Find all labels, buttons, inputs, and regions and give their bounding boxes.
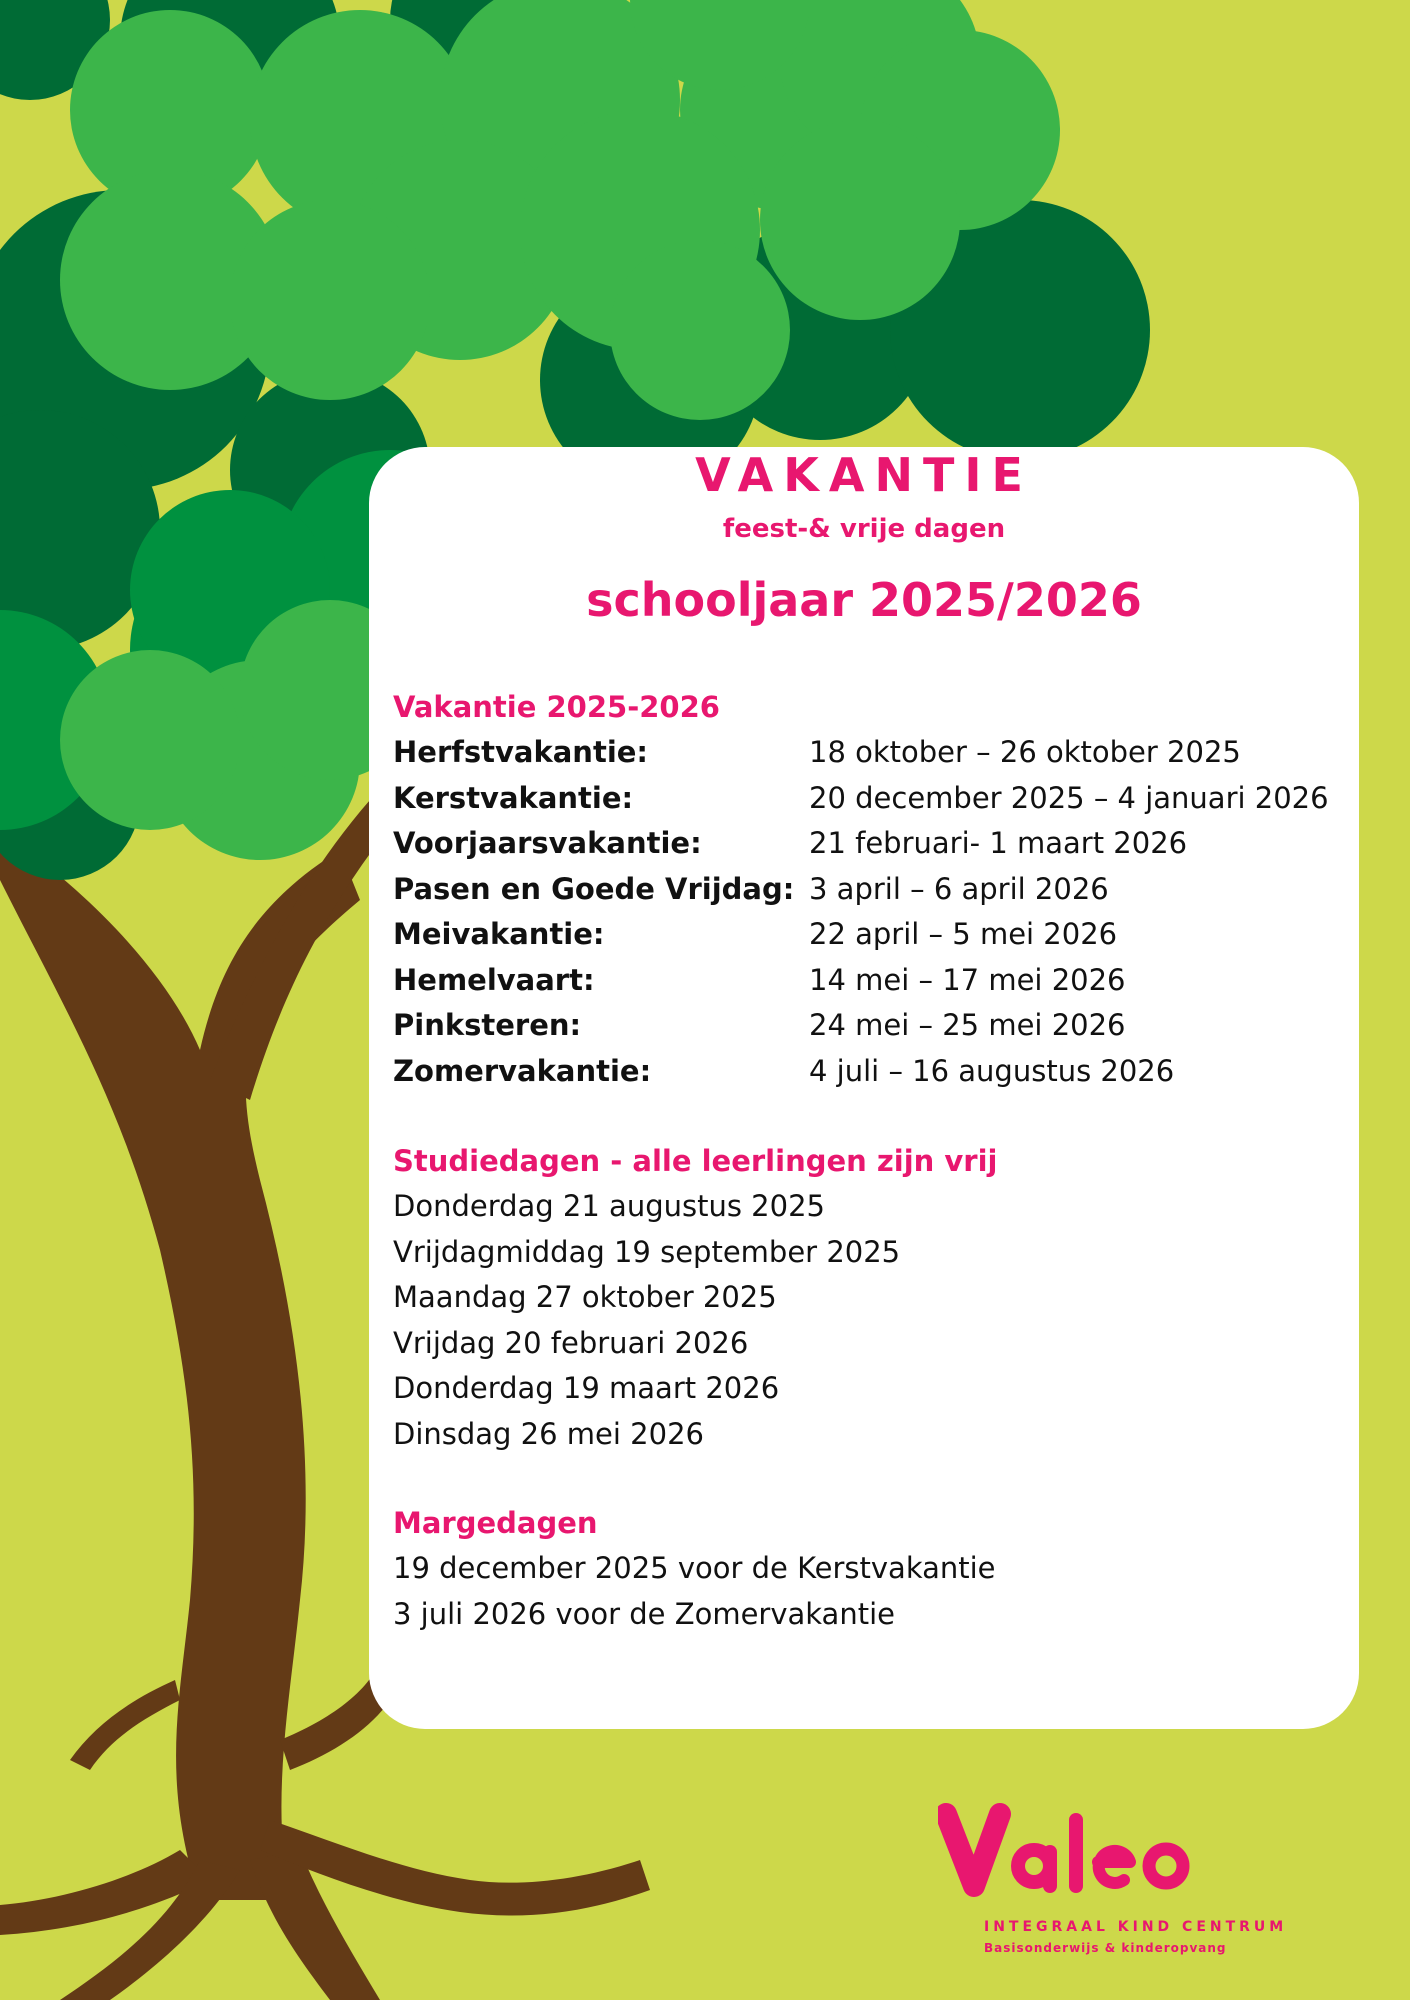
margedagen-heading: Margedagen — [393, 1506, 598, 1540]
school-year-heading: schooljaar 2025/2026 — [586, 573, 1142, 627]
studiedag-item: Maandag 27 oktober 2025 — [393, 1280, 777, 1314]
vakantie-name: Hemelvaart: — [393, 962, 595, 997]
vakantie-name: Meivakantie: — [393, 917, 605, 951]
valeo-logo-icon — [938, 1800, 1198, 1900]
margedag-item: 3 juli 2026 voor de Zomervakantie — [393, 1596, 895, 1631]
vakantie-dates: 22 april – 5 mei 2026 — [809, 917, 1118, 951]
vakantie-row — [393, 776, 1339, 822]
valeo-logo — [938, 1800, 1318, 1955]
margedag-item: 19 december 2025 voor de Kerstvakantie — [393, 1551, 996, 1585]
vakantie-dates: 20 december 2025 – 4 januari 2026 — [809, 780, 1329, 815]
vakantie-dates: 24 mei – 25 mei 2026 — [809, 1008, 1126, 1042]
page-title: VAKANTIE — [695, 448, 1033, 502]
vakantie-dates: 21 februari- 1 maart 2026 — [809, 826, 1188, 860]
vakantie-row — [393, 867, 1339, 913]
vakantie-dates: 4 juli – 16 augustus 2026 — [809, 1053, 1175, 1088]
vakantie-row — [393, 821, 1339, 867]
vakanties-section — [393, 685, 1339, 1094]
content-card — [369, 447, 1359, 1729]
vakantie-name: Kerstvakantie: — [393, 780, 634, 815]
vakantie-row — [393, 730, 1339, 776]
vakantie-dates: 14 mei – 17 mei 2026 — [809, 962, 1126, 997]
vakantie-dates: 18 oktober – 26 oktober 2025 — [809, 735, 1241, 769]
vakantie-name: Pasen en Goede Vrijdag: — [393, 871, 795, 906]
vakantie-row — [393, 912, 1339, 958]
page-subtitle: feest-& vrije dagen — [722, 514, 1006, 544]
vakantie-name: Pinksteren: — [393, 1008, 582, 1042]
logo-subtagline: Basisonderwijs & kinderopvang — [984, 1941, 1227, 1955]
vakantie-row — [393, 1049, 1339, 1095]
vakantie-row — [393, 1003, 1339, 1049]
vakantie-name: Voorjaarsvakantie: — [393, 826, 702, 860]
studiedag-item: Vrijdagmiddag 19 september 2025 — [393, 1234, 901, 1269]
studiedagen-heading: Studiedagen - alle leerlingen zijn vrij — [393, 1144, 998, 1178]
vakanties-heading: Vakantie 2025-2026 — [393, 690, 720, 724]
vakantie-name: Herfstvakantie: — [393, 735, 649, 769]
studiedag-item: Donderdag 19 maart 2026 — [393, 1371, 780, 1405]
studiedag-item: Vrijdag 20 februari 2026 — [393, 1325, 749, 1360]
margedagen-section — [393, 1501, 1339, 1637]
logo-tagline: INTEGRAAL KIND CENTRUM — [984, 1919, 1288, 1935]
vakantie-name: Zomervakantie: — [393, 1053, 652, 1088]
vakantie-dates: 3 april – 6 april 2026 — [809, 871, 1109, 906]
studiedag-item: Donderdag 21 augustus 2025 — [393, 1189, 825, 1223]
studiedagen-section — [393, 1139, 1339, 1457]
vakantie-row — [393, 958, 1339, 1004]
studiedag-item: Dinsdag 26 mei 2026 — [393, 1416, 704, 1451]
